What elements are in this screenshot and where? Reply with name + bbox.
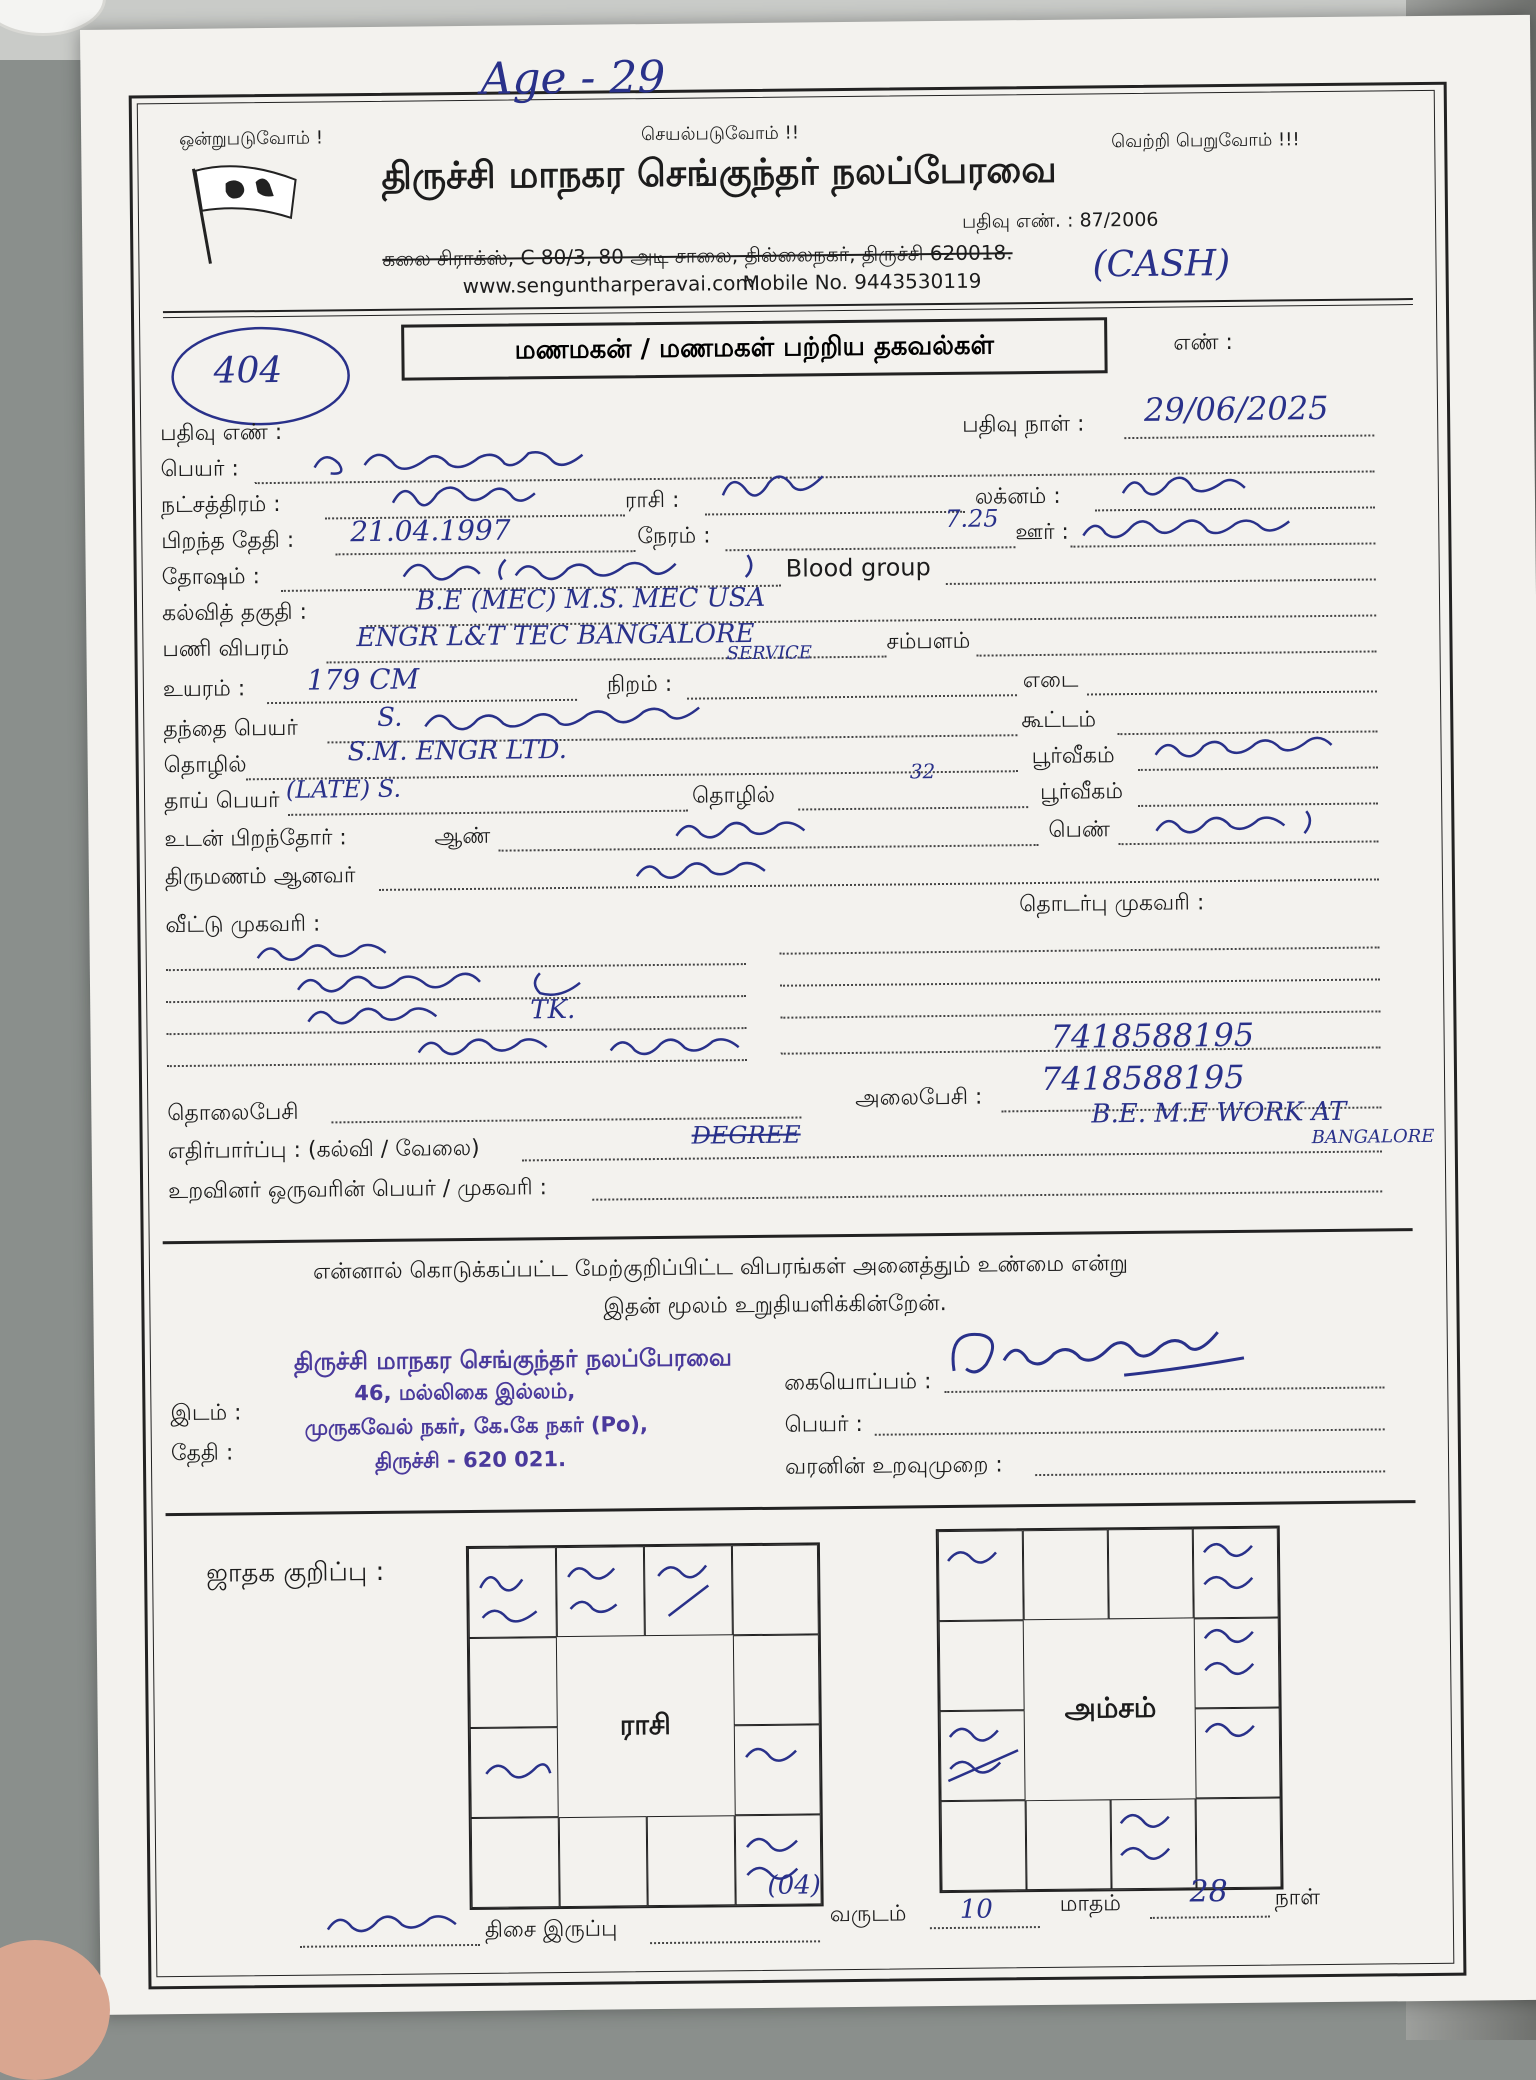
expectation-struck: DEGREE: [691, 1120, 801, 1150]
name-label: பெயர் :: [160, 456, 240, 483]
expectation-value: B.E. M.E WORK AT: [1091, 1096, 1347, 1130]
org-name: திருச்சி மாநகர செங்குந்தர் நலப்பேரவை: [381, 147, 1057, 198]
address-handwriting-4: [410, 1025, 800, 1065]
amsam-chart: [936, 1526, 1284, 1894]
male-siblings-handwriting: [668, 808, 848, 850]
female-siblings-handwriting: [1148, 803, 1328, 845]
slogan-right: வெற்றி பெறுவோம் !!!: [1111, 129, 1300, 153]
star-label: நட்சத்திரம் :: [160, 491, 281, 519]
form-sheet: [80, 15, 1536, 2015]
stamp-line-3: முருகவேல் நகர், கே.கே நகர் (Po),: [304, 1412, 649, 1440]
salary-label: சம்பளம்: [886, 628, 971, 655]
dasa-circled: (04): [767, 1870, 822, 1901]
rasi-label: ராசி :: [624, 487, 680, 514]
flag-logo-icon: [185, 158, 306, 269]
height-label: உயரம் :: [162, 676, 246, 703]
mother-label: தாய் பெயர்: [163, 787, 280, 815]
relative-label: உறவினர் ஒருவரின் பெயர் / முகவரி :: [168, 1175, 548, 1205]
rasi-handwriting: [715, 462, 835, 509]
father-value: S.: [377, 702, 403, 733]
poorvigam-handwriting: [1147, 725, 1367, 769]
landline-label: தொலைபேசி: [167, 1099, 299, 1127]
month-label: மாதம்: [1059, 1891, 1122, 1917]
place-label-decl: இடம் :: [170, 1400, 242, 1427]
job-value: ENGR L&T TEC BANGALORE: [356, 618, 755, 654]
male-siblings-label: ஆண்: [434, 823, 491, 850]
org-mobile: Mobile No. 9443530119: [742, 268, 982, 296]
declaration-line-1: என்னால் கொடுக்கப்பட்ட மேற்குறிப்பிட்ட விபரங்கள் அனைத்தும் உண்மை என்று: [312, 1251, 1129, 1285]
job-label: பணி விபரம்: [162, 635, 290, 663]
koottam-label: கூட்டம்: [1021, 707, 1097, 734]
stamp-line-1: திருச்சி மாநகர செங்குந்தர் நலப்பேரவை: [293, 1343, 733, 1376]
contact-phone: 7418588195: [1050, 1015, 1255, 1056]
org-address: கலை சிராக்ஸ், C 80/3, 80 அடி சாலை, தில்லைநகர், திருச்சி 620018.: [382, 240, 1013, 271]
stamp-line-4: திருச்சி - 620 021.: [374, 1446, 567, 1473]
married-label: திருமணம் ஆனவர்: [164, 863, 356, 891]
place-handwriting: [1075, 503, 1355, 550]
form-title: மணமகன் / மணமகள் பற்றிய தகவல்கள்: [401, 317, 1108, 380]
blood-group-label: Blood group: [785, 553, 931, 583]
education-label: கல்வித் தகுதி :: [161, 599, 308, 627]
serial-label: எண் :: [1173, 329, 1234, 356]
mother-job-label: தொழில்: [691, 782, 776, 809]
poorvigam-label: பூர்வீகம்: [1031, 743, 1115, 770]
mother-poorvigam-label: பூர்வீகம்: [1039, 779, 1124, 805]
education-value: B.E (MEC) M.S. MEC USA: [415, 582, 766, 617]
female-siblings-label: பெண்: [1048, 817, 1111, 843]
expectation-label: எதிர்பார்ப்பு : (கல்வி / வேலை): [167, 1135, 480, 1165]
mother-value: (LATE) S.: [285, 774, 402, 804]
slogan-center: செயல்படுவோம் !!: [641, 122, 800, 146]
mobile-label: அலைபேசி :: [855, 1084, 983, 1111]
height-value: 179 CM: [306, 662, 420, 697]
horoscope-label: ஜாதக குறிப்பு :: [206, 1556, 385, 1589]
year-label: வருடம்: [829, 1901, 907, 1928]
day-label: நாள்: [1274, 1885, 1321, 1911]
thumb: [0, 1940, 110, 2080]
handwritten-cash: (CASH): [1092, 242, 1231, 286]
dasa-label: திசை இருப்பு: [484, 1916, 618, 1943]
year-value: 10: [959, 1894, 993, 1925]
circled-number: 404: [213, 349, 283, 392]
reg-number: பதிவு எண். : 87/2006: [961, 208, 1159, 233]
date-label-decl: தேதி :: [170, 1440, 234, 1467]
dasa-planet-handwriting: [320, 1902, 470, 1944]
lagnam-handwriting: [1115, 462, 1265, 510]
occupation-label: தொழில்: [163, 752, 247, 779]
reg-date-value: 29/06/2025: [1143, 388, 1329, 429]
reg-date-label: பதிவு நாள் :: [962, 411, 1085, 438]
mobile-value: 7418588195: [1040, 1057, 1245, 1098]
org-website: www.senguntharperavai.com: [462, 270, 756, 299]
handwritten-age: Age - 29: [480, 51, 666, 105]
month-value: 28: [1189, 1874, 1228, 1910]
father-label: தந்தை பெயர்: [163, 715, 298, 743]
signatory-name-label: பெயர் :: [784, 1411, 864, 1438]
color-label: நிறம் :: [606, 671, 673, 698]
amsam-title: அம்சம்: [1064, 1690, 1157, 1725]
slogan-left: ஒன்றுபடுவோம் !: [179, 127, 324, 150]
stamp-line-2: 46, மல்லிகை இல்லம்,: [354, 1378, 576, 1406]
home-address-label: வீட்டு முகவரி :: [165, 911, 321, 939]
reg-no-label: பதிவு எண் :: [160, 419, 283, 447]
address-taluk: TK.: [530, 994, 576, 1026]
weight-label: எடை: [1022, 667, 1079, 694]
declaration-line-2: இதன் மூலம் உறுதியளிக்கின்றேன்.: [603, 1290, 947, 1320]
contact-address-label: தொடர்பு முகவரி :: [1019, 890, 1205, 918]
siblings-label: உடன் பிறந்தோர் :: [164, 825, 347, 853]
star-handwriting: [385, 471, 585, 519]
signature-handwriting: [943, 1307, 1284, 1391]
job-value-2: SERVICE: [726, 642, 813, 665]
relation-label: வரனின் உறவுமுறை :: [784, 1452, 1003, 1480]
occupation-value: S.M. ENGR LTD.: [347, 734, 568, 768]
time-label: நேரம் :: [637, 523, 711, 550]
married-handwriting: [629, 848, 809, 890]
occupation-value-2: 32: [909, 759, 936, 784]
rasi-handwriting: [468, 1544, 822, 1908]
time-value: 7.25: [945, 504, 999, 533]
expectation-value-2: BANGALORE: [1311, 1125, 1435, 1149]
amsam-handwriting: [938, 1528, 1282, 1892]
lagnam-label: லக்னம் :: [974, 483, 1061, 510]
place-label: ஊர் :: [1015, 519, 1070, 546]
signature-label: கையொப்பம் :: [784, 1369, 932, 1396]
dob-value: 21.04.1997: [350, 513, 511, 549]
rasi-title: ராசி: [619, 1707, 671, 1742]
rasi-chart: [466, 1542, 824, 1910]
dosham-label: தோஷம் :: [161, 564, 261, 591]
dob-label: பிறந்த தேதி :: [161, 527, 295, 555]
